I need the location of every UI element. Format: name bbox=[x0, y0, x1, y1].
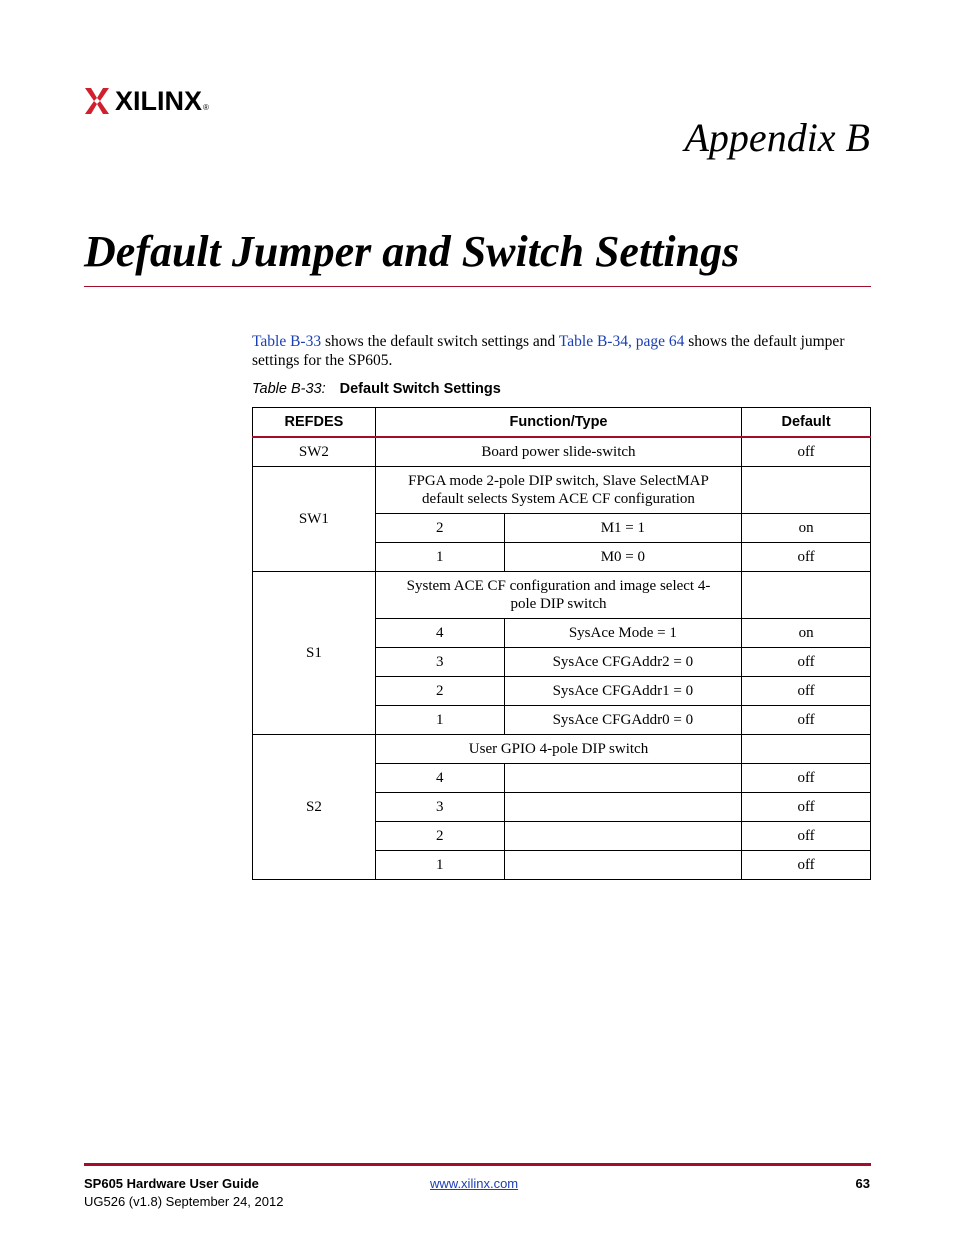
page-title: Default Jumper and Switch Settings bbox=[84, 227, 740, 276]
default-cell: off bbox=[742, 851, 871, 880]
default-cell: on bbox=[742, 619, 871, 648]
caption-number: Table B-33: bbox=[252, 381, 326, 397]
header-refdes: REFDES bbox=[253, 408, 376, 438]
table-b34-link[interactable]: Table B-34, page 64 bbox=[558, 333, 685, 350]
default-cell: off bbox=[742, 706, 871, 735]
table-row bbox=[253, 735, 871, 764]
setting-cell bbox=[504, 851, 742, 880]
default-cell bbox=[742, 572, 871, 619]
default-cell: off bbox=[742, 677, 871, 706]
default-cell: off bbox=[742, 793, 871, 822]
setting-cell: M0 = 0 bbox=[504, 543, 742, 572]
setting-cell: SysAce CFGAddr1 = 0 bbox=[504, 677, 742, 706]
function-description-cell: FPGA mode 2-pole DIP switch, Slave SelectMAP default selects System ACE CF configuration bbox=[375, 467, 741, 514]
refdes-cell: SW2 bbox=[253, 437, 376, 467]
default-cell: on bbox=[742, 514, 871, 543]
table-row bbox=[253, 572, 871, 619]
intro-paragraph bbox=[252, 332, 872, 370]
xilinx-logo bbox=[85, 86, 209, 116]
setting-cell bbox=[504, 764, 742, 793]
setting-cell: M1 = 1 bbox=[504, 514, 742, 543]
header-default: Default bbox=[742, 408, 871, 438]
pin-cell: 2 bbox=[375, 677, 504, 706]
pin-cell: 3 bbox=[375, 793, 504, 822]
default-cell bbox=[742, 735, 871, 764]
pin-cell: 3 bbox=[375, 648, 504, 677]
switch-settings-table bbox=[252, 407, 871, 880]
default-cell: off bbox=[742, 822, 871, 851]
default-cell: off bbox=[742, 764, 871, 793]
logo-registered-mark: ® bbox=[203, 102, 209, 112]
pin-cell: 2 bbox=[375, 514, 504, 543]
table-b33-link[interactable]: Table B-33 bbox=[252, 333, 322, 350]
pin-cell: 1 bbox=[375, 706, 504, 735]
default-cell bbox=[742, 467, 871, 514]
refdes-cell: S2 bbox=[253, 735, 376, 880]
pin-cell: 1 bbox=[375, 543, 504, 572]
footer-page-number: 63 bbox=[855, 1176, 870, 1191]
table-row bbox=[253, 467, 871, 514]
intro-text-1: shows the default switch settings and bbox=[321, 333, 559, 350]
table-row bbox=[253, 437, 871, 467]
intro-text-2: shows the default jumper settings for the SP605. bbox=[252, 333, 845, 369]
table-caption bbox=[252, 381, 501, 397]
setting-cell: SysAce Mode = 1 bbox=[504, 619, 742, 648]
xilinx-logo-icon bbox=[85, 88, 109, 114]
setting-cell: SysAce CFGAddr2 = 0 bbox=[504, 648, 742, 677]
header-function-type: Function/Type bbox=[375, 408, 741, 438]
pin-cell: 4 bbox=[375, 619, 504, 648]
pin-cell: 2 bbox=[375, 822, 504, 851]
logo-text: XILINX bbox=[115, 86, 203, 116]
footer-doc-info: UG526 (v1.8) September 24, 2012 bbox=[84, 1194, 284, 1209]
footer-website-link[interactable]: www.xilinx.com bbox=[430, 1176, 519, 1191]
setting-cell bbox=[504, 822, 742, 851]
function-cell: Board power slide-switch bbox=[375, 437, 741, 467]
table-header-row bbox=[253, 408, 871, 438]
refdes-cell: S1 bbox=[253, 572, 376, 735]
default-cell: off bbox=[742, 543, 871, 572]
footer-rule bbox=[84, 1163, 871, 1166]
title-rule bbox=[84, 286, 871, 287]
default-cell: off bbox=[742, 648, 871, 677]
refdes-cell: SW1 bbox=[253, 467, 376, 572]
footer-guide-title: SP605 Hardware User Guide bbox=[84, 1176, 259, 1191]
pin-cell: 1 bbox=[375, 851, 504, 880]
appendix-label: Appendix B bbox=[684, 115, 870, 160]
footer-left bbox=[84, 1175, 283, 1211]
default-cell: off bbox=[742, 437, 871, 467]
setting-cell: SysAce CFGAddr0 = 0 bbox=[504, 706, 742, 735]
caption-title: Default Switch Settings bbox=[339, 381, 501, 397]
function-description-cell: System ACE CF configuration and image select 4-pole DIP switch bbox=[375, 572, 741, 619]
function-description-cell: User GPIO 4-pole DIP switch bbox=[375, 735, 741, 764]
setting-cell bbox=[504, 793, 742, 822]
pin-cell: 4 bbox=[375, 764, 504, 793]
